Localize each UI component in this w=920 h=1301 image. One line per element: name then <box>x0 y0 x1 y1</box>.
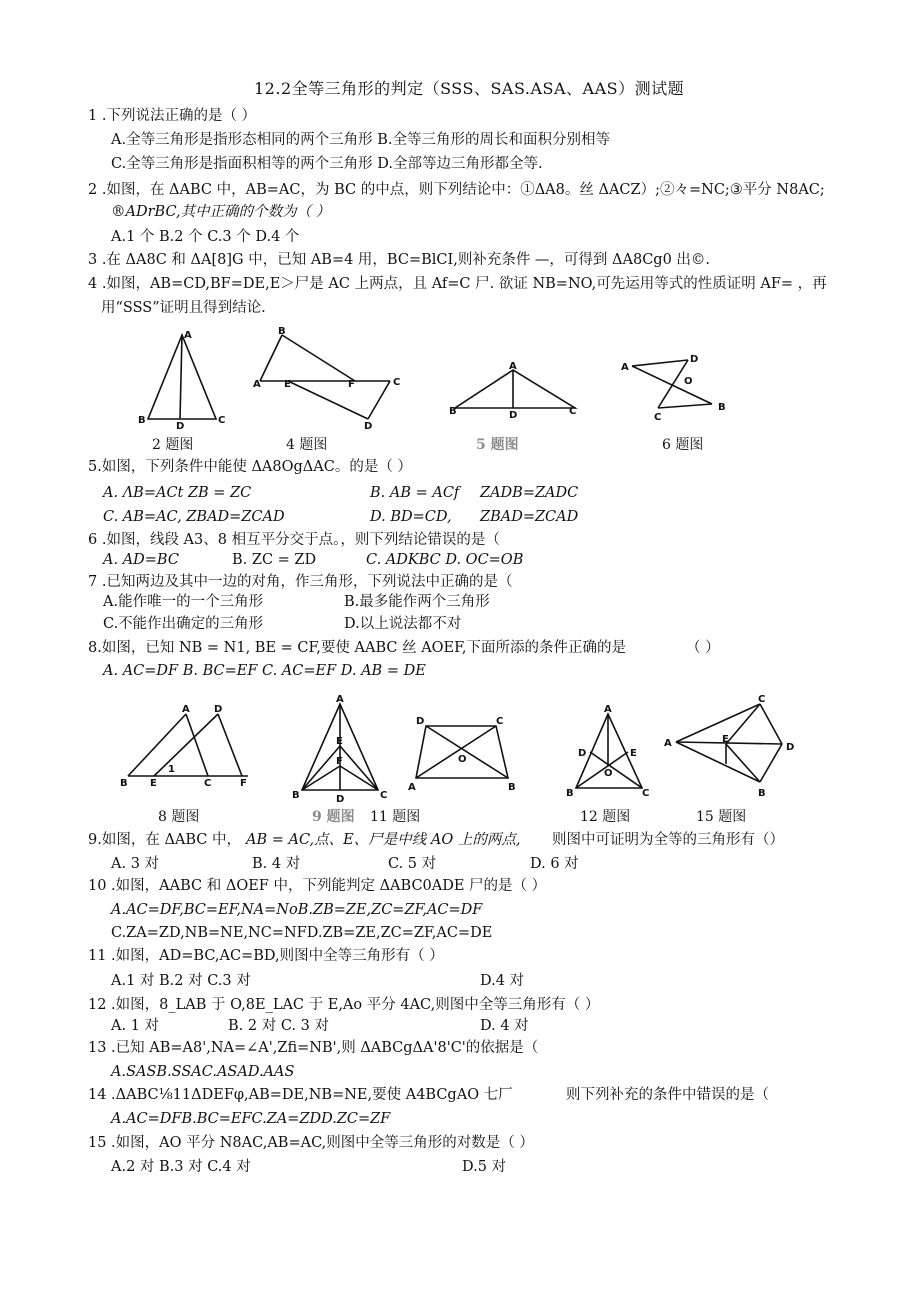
question-12-option-bc: B. 2 对 C. 3 对 <box>228 1018 329 1034</box>
question-1-options-ab: A.全等三角形是指形态相同的两个三角形 B.全等三角形的周长和面积分别相等 <box>111 132 610 148</box>
question-5-option-d: D. BD=CD, <box>370 509 452 525</box>
label-b: B <box>566 788 574 799</box>
figure-q4 <box>250 325 410 435</box>
question-14-options: A.AC=DFB.BC=EFC.ZA=ZDD.ZC=ZF <box>111 1111 391 1127</box>
question-13-options: A.SASB.SSAC.ASAD.AAS <box>111 1064 295 1080</box>
question-5-option-b: B. AB = ACf <box>370 485 460 501</box>
question-15-option-d: D.5 对 <box>462 1159 507 1175</box>
label-d: D <box>214 704 223 715</box>
label-d: D <box>509 410 518 421</box>
question-5-option-a: A. ΛB=ACt ZB = ZC <box>103 485 252 501</box>
figure-q5 <box>447 360 587 430</box>
label-c: C <box>758 694 766 705</box>
label-c: C <box>204 778 212 789</box>
question-15: 15 .如图，AO 平分 N8AC,AB=AC,则图中全等三角形的对数是（ ） <box>88 1135 534 1151</box>
label-c: C <box>393 377 401 388</box>
page-title: 12.2全等三角形的判定（SSS、SAS.ASA、AAS）测试题 <box>254 79 685 98</box>
caption-q6: 6 题图 <box>662 437 704 453</box>
label-e: E <box>284 379 291 390</box>
question-8: 8.如图，已知 NB = N1, BE = CF,要使 AABC 丝 AOEF,下面所添的条件正确的是 <box>88 640 627 656</box>
caption-q2: 2 题图 <box>152 437 194 453</box>
caption-q4: 4 题图 <box>286 437 328 453</box>
question-1-options-cd: C.全等三角形是指面积相等的两个三角形 D.全部等边三角形都全等. <box>111 156 543 172</box>
label-b: B <box>718 402 726 413</box>
question-6: 6 .如图，线段 A3、8 相互平分交于点。，则下列结论错误的是（ <box>88 532 500 548</box>
label-f: F <box>348 379 355 390</box>
question-10: 10 .如图，AABC 和 ΔOEF 中，下列能判定 ΔABC0ADE 尸的是（ ） <box>88 878 547 894</box>
label-angle-1: 1 <box>168 764 175 775</box>
question-14: 14 .ΔABC⅛11ΔDEFφ,AB=DE,NB=NE,要使 A4BCgAO 七厂 <box>88 1087 513 1103</box>
question-11: 11 .如图，AD=BC,AC=BD,则图中全等三角形有（ ） <box>88 948 444 964</box>
caption-q5: 5 题图 <box>476 437 519 453</box>
label-a: A <box>664 738 672 749</box>
label-a: A <box>604 704 612 715</box>
label-b: B <box>120 778 128 789</box>
question-10-options-ab: A.AC=DF,BC=EF,NA=NoB.ZB=ZE,ZC=ZF,AC=DF <box>111 902 483 918</box>
question-7-option-a: A.能作唯一的一个三角形 <box>103 594 264 610</box>
caption-q12: 12 题图 <box>580 809 631 825</box>
label-e: E <box>150 778 157 789</box>
question-7: 7 .已知两边及其中一边的对角，作三角形，下列说法中正确的是（ <box>88 574 513 590</box>
label-e: E <box>722 734 729 745</box>
figure-q9 <box>290 694 390 804</box>
question-9-cont: AB = AC,点、E、尸是中线 AO 上的两点, <box>246 832 521 848</box>
label-c: C <box>218 415 226 426</box>
question-12: 12 .如图，8_LAB 于 O,8E_LAC 于 E,Ao 平分 4AC,则图中全等三角形有（ ） <box>88 997 600 1013</box>
figure-q11 <box>408 712 516 793</box>
question-2-cont: ®ADrBC,其中正确的个数为（ ） <box>111 204 331 220</box>
question-4-cont: 用“SSS”证明且得到结论. <box>101 300 266 316</box>
figure-q6 <box>618 348 738 428</box>
question-5-option-d-cont: ZBAD=ZCAD <box>480 509 579 525</box>
question-2: 2 .如图，在 ΔABC 中，AB=AC，为 BC 的中点，则下列结论中：①ΔA8。丝 ΔACZ）;②々=NC;③平分 N8AC; <box>88 182 825 198</box>
label-a: A <box>253 379 261 390</box>
question-6-option-b: B. ZC = ZD <box>232 552 317 568</box>
label-b: B <box>508 782 516 793</box>
question-7-option-b: B.最多能作两个三角形 <box>344 594 490 610</box>
label-a: A <box>509 361 517 372</box>
question-7-option-d: D.以上说法都不对 <box>344 616 462 632</box>
label-f: F <box>336 756 343 767</box>
label-b: B <box>278 326 286 337</box>
question-6-option-a: A. AD=BC <box>103 552 179 568</box>
question-5-option-b-cont: ZADB=ZADC <box>480 485 579 501</box>
label-d: D <box>336 794 345 805</box>
median-ad <box>180 335 182 419</box>
label-d: D <box>786 742 795 753</box>
figure-q15 <box>660 692 800 802</box>
question-9-cont2: 则图中可证明为全等的三角形有（） <box>552 832 784 848</box>
label-f: F <box>240 778 247 789</box>
label-d: D <box>690 354 699 365</box>
question-12-option-d: D. 4 对 <box>480 1018 529 1034</box>
question-7-option-c: C.不能作出确定的三角形 <box>103 616 264 632</box>
question-8-paren: （ ） <box>686 640 720 656</box>
question-3: 3 .在 ΔA8C 和 ΔA[8]G 中，已知 AB=4 用，BC=BlCI,则补充条件 —，可得到 ΔA8Cg0 出©. <box>88 252 711 268</box>
question-4: 4 .如图，AB=CD,BF=DE,E＞尸是 AC 上两点，且 Af=C 尸. 欲证 NB=NO,可先运用等式的性质证明 AF= ，再 <box>88 276 827 292</box>
figure-q12 <box>566 700 656 800</box>
question-1: 1 .下列说法正确的是（ ） <box>88 108 257 124</box>
figure-q8 <box>118 700 258 795</box>
label-o: O <box>684 376 693 387</box>
question-11-option-d: D.4 对 <box>480 973 525 989</box>
label-a: A <box>182 704 190 715</box>
label-c: C <box>380 790 388 801</box>
label-a: A <box>621 362 629 373</box>
question-8-options: A. AC=DF B. BC=EF C. AC=EF D. AB = DE <box>103 663 426 679</box>
caption-q15: 15 题图 <box>696 809 747 825</box>
figure-q2 <box>130 325 230 435</box>
caption-q8: 8 题图 <box>158 809 200 825</box>
question-10-options-cd: C.ZA=ZD,NB=NE,NC=NFD.ZB=ZE,ZC=ZF,AC=DE <box>111 925 493 941</box>
label-c: C <box>496 716 504 727</box>
label-a: A <box>184 330 192 341</box>
label-o: O <box>458 754 467 765</box>
label-c: C <box>642 788 650 799</box>
question-5-option-c: C. AB=AC, ZBAD=ZCAD <box>103 509 285 525</box>
label-d: D <box>578 748 587 759</box>
label-c: C <box>654 412 662 423</box>
question-9-option-d: D. 6 对 <box>530 856 579 872</box>
label-e: E <box>336 736 343 747</box>
caption-q11: 11 题图 <box>370 809 421 825</box>
question-11-options: A.1 对 B.2 对 C.3 对 <box>111 973 251 989</box>
question-15-options: A.2 对 B.3 对 C.4 对 <box>111 1159 251 1175</box>
question-5: 5.如图，下列条件中能使 ΔA8OgΔAC。的是（ ） <box>88 459 412 475</box>
question-6-option-cd: C. ADKBC D. OC=OB <box>366 552 524 568</box>
question-13: 13 .已知 AB=A8',NA=∠A',Zfi=NB',则 ΔABCgΔA'8'C'的依据是（ <box>88 1040 539 1056</box>
label-d: D <box>416 716 425 727</box>
label-b: B <box>138 415 146 426</box>
label-b: B <box>449 406 457 417</box>
question-9-option-a: A. 3 对 <box>111 856 160 872</box>
label-d: D <box>176 421 185 432</box>
question-9: 9.如图，在 ΔABC 中， <box>88 832 242 848</box>
question-14-cont: 则下列补充的条件中错误的是（ <box>566 1087 769 1103</box>
question-2-options: A.1 个 B.2 个 C.3 个 D.4 个 <box>111 229 300 245</box>
label-b: B <box>758 788 766 799</box>
label-d: D <box>364 421 373 432</box>
label-a: A <box>408 782 416 793</box>
label-c: C <box>569 406 577 417</box>
label-e: E <box>630 748 637 759</box>
label-o: O <box>604 768 613 779</box>
label-b: B <box>292 790 300 801</box>
question-9-option-c: C. 5 对 <box>388 856 437 872</box>
question-9-option-b: B. 4 对 <box>252 856 301 872</box>
question-12-option-a: A. 1 对 <box>111 1018 160 1034</box>
label-a: A <box>336 694 344 705</box>
caption-q9: 9 题图 <box>312 809 355 825</box>
